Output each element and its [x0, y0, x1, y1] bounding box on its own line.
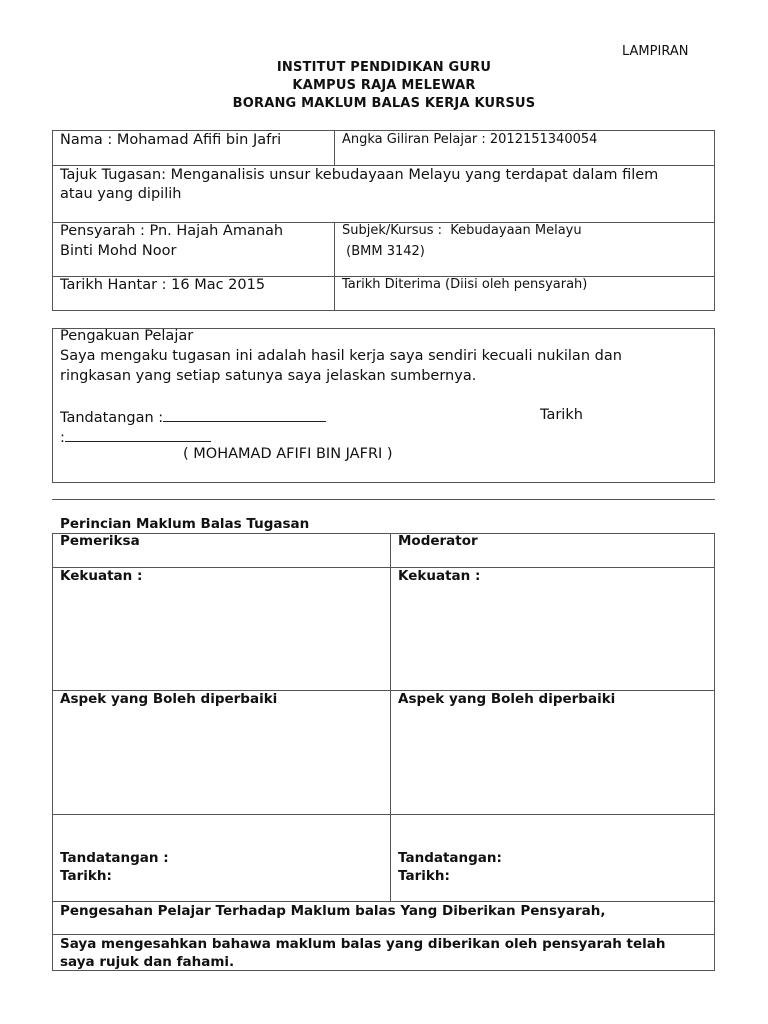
pensyarah-line2: Binti Mohd Noor: [60, 243, 177, 259]
subjek-line2: (BMM 3142): [342, 244, 425, 259]
pemeriksa-header: Pemeriksa: [60, 533, 140, 549]
campus-title: KAMPUS RAJA MELEWAR: [292, 78, 476, 93]
kekuatan-right: Kekuatan :: [398, 568, 481, 584]
tarikh-colon: :: [60, 430, 65, 446]
institution-title: INSTITUT PENDIDIKAN GURU: [276, 60, 492, 75]
tandatangan-label: [60, 407, 326, 426]
divider: [390, 533, 391, 901]
divider: [52, 814, 715, 815]
section-separator: [52, 499, 715, 500]
perincian-title: Perincian Maklum Balas Tugasan: [60, 516, 310, 532]
pengakuan-text-line2: ringkasan yang setiap satunya saya jelaskan sumbernya.: [60, 368, 477, 384]
tarikh-diterima-field: Tarikh Diterima (Diisi oleh pensyarah): [342, 277, 588, 292]
tandatangan-left: Tandatangan :: [60, 850, 169, 866]
mengesahkan-line1: Saya mengesahkan bahawa maklum balas yang diberikan oleh pensyarah telah: [60, 936, 666, 952]
divider: [334, 222, 335, 311]
pengakuan-title: Pengakuan Pelajar: [60, 328, 194, 344]
mengesahkan-line2: saya rujuk dan fahami.: [60, 954, 235, 970]
tajuk-line1: Tajuk Tugasan: Menganalisis unsur kebudayaan Melayu yang terdapat dalam filem: [60, 167, 659, 183]
lampiran-label: LAMPIRAN: [622, 44, 689, 59]
aspek-right: Aspek yang Boleh diperbaiki: [398, 691, 616, 707]
signature-line: [163, 407, 326, 422]
tarikh-right: Tarikh:: [398, 868, 450, 884]
divider: [52, 901, 715, 902]
nama-field: Nama : Mohamad Afifi bin Jafri: [60, 132, 282, 148]
divider: [52, 567, 715, 568]
form-title: BORANG MAKLUM BALAS KERJA KURSUS: [232, 96, 536, 111]
divider: [52, 934, 715, 935]
subjek-line1: Subjek/Kursus : Kebudayaan Melayu: [342, 223, 582, 238]
pensyarah-line1: Pensyarah : Pn. Hajah Amanah: [60, 223, 284, 239]
pengakuan-text-line1: Saya mengaku tugasan ini adalah hasil kerja saya sendiri kecuali nukilan dan: [60, 348, 622, 364]
angka-giliran-field: Angka Giliran Pelajar : 2012151340054: [342, 132, 598, 147]
tarikh-label: Tarikh: [540, 407, 583, 423]
divider: [52, 165, 715, 166]
kekuatan-left: Kekuatan :: [60, 568, 143, 584]
tajuk-line2: atau yang dipilih: [60, 186, 182, 202]
pengesahan-text: Pengesahan Pelajar Terhadap Maklum balas Yang Diberikan Pensyarah,: [60, 903, 606, 919]
tandatangan-right: Tandatangan:: [398, 850, 502, 866]
aspek-left: Aspek yang Boleh diperbaiki: [60, 691, 278, 707]
divider: [334, 130, 335, 165]
moderator-header: Moderator: [398, 533, 478, 549]
student-name: ( MOHAMAD AFIFI BIN JAFRI ): [183, 446, 393, 462]
tarikh-left: Tarikh:: [60, 868, 112, 884]
date-line: [65, 427, 211, 442]
tarikh-line-row: [60, 427, 211, 446]
tandatangan-label-text: Tandatangan :: [60, 410, 164, 426]
tarikh-hantar-field: Tarikh Hantar : 16 Mac 2015: [60, 277, 266, 293]
